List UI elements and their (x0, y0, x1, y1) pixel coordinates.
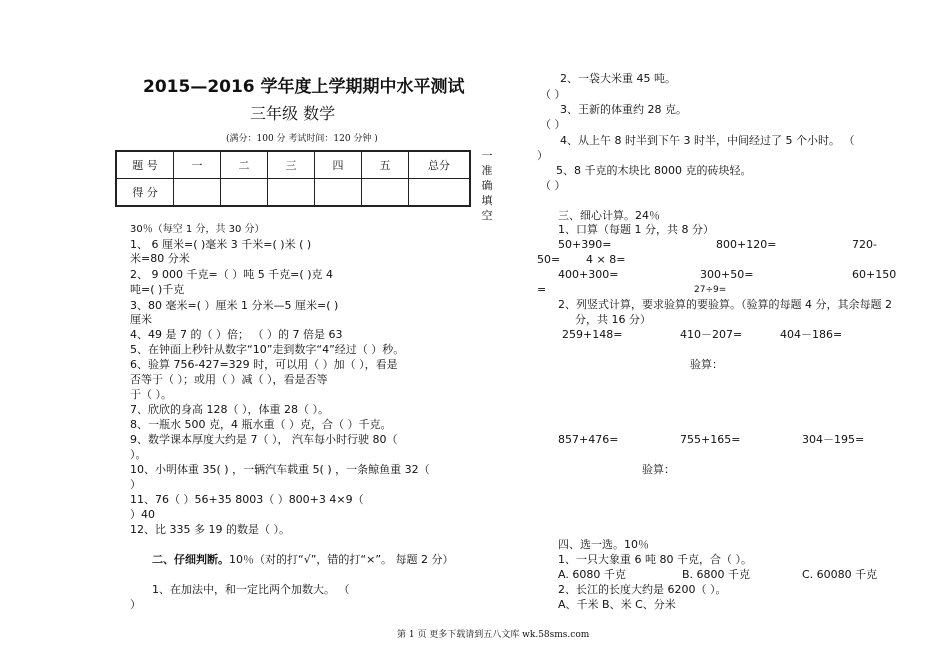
question-11-line-a: 11、76（ ）56+35 8003（ ）800+3 4×9（ (130, 493, 364, 506)
choice-1-option-b: B. 6800 千克 (682, 568, 751, 581)
question-1-line-a: 1、 6 厘米=( )毫米 3 千米=( )米 ( ) (130, 238, 312, 251)
exam-title: 2015—2016 学年度上学期期中水平测试 (143, 77, 465, 97)
section2-title: 二、仔细判断。 (152, 553, 229, 566)
score-cell (409, 179, 471, 207)
score-cell (362, 179, 409, 207)
question-4: 4、49 是 7 的（ ）倍； （ ）的 7 倍是 63 (130, 328, 343, 341)
page-footer: 第 1 页 更多下载请到五八文库 wk.58sms.com (397, 630, 590, 640)
score-header-cell: 五 (362, 151, 409, 179)
oral-calc-heading: 1、口算（每题 1 分，共 8 分） (558, 223, 714, 236)
score-row-label: 得 分 (116, 179, 174, 207)
vertical-calc-heading-a: 2、列竖式计算，要求验算的要验算。（验算的每题 4 分，其余每题 2 (558, 298, 892, 311)
score-header-cell: 四 (315, 151, 362, 179)
judge-question-1-line-b: ） (130, 598, 141, 611)
oral-calc-7-cont: = (537, 283, 547, 296)
vertical-calc-heading-b: 分，共 16 分） (575, 313, 651, 326)
oral-calc-3: 720- (852, 238, 877, 251)
oral-calc-4: 4 × 8= (586, 253, 626, 266)
score-header-cell: 二 (221, 151, 268, 179)
question-10-line-a: 10、小明体重 35( ) ，一辆汽车载重 5( ) ，一条鲸鱼重 32（ (130, 463, 430, 476)
oral-calc-7: 60+150 (852, 268, 897, 281)
oral-calc-8: 27÷9= (694, 285, 727, 295)
judge-question-2: 2、一袋大米重 45 吨。 (560, 72, 676, 85)
question-6-line-b: 否等于（ ）；或用（ ）减（ ），看是否等 (130, 373, 328, 386)
vertical-calc-4: 857+476= (558, 433, 619, 446)
question-3-line-b: 厘米 (130, 313, 152, 326)
oral-calc-3-cont: 50= (537, 253, 561, 266)
oral-calc-2: 800+120= (716, 238, 777, 251)
question-9-line-a: 9、数学课本厚度大约是 7（ ）， 汽车每小时行驶 80（ (130, 433, 398, 446)
section4-title: 四、选一选。10％ (558, 538, 649, 551)
question-11-line-b: ）40 (130, 508, 155, 521)
judge-question-1-line-a: 1、在加法中，和一定比两个加数大。 （ (152, 583, 350, 596)
judge-question-5-answer: （ ） (540, 179, 566, 192)
judge-question-4: 4、从上午 8 时半到下午 3 时半，中间经过了 5 个小时。 （ (560, 134, 855, 147)
judge-question-5: 5、8 千克的木块比 8000 克的砖块轻。 (556, 164, 752, 177)
vertical-calc-3: 404－186= (780, 328, 843, 341)
vertical-calc-1: 259+148= (562, 328, 623, 341)
question-6-line-a: 6、验算 756-427=329 时，可以用（ ）加（ ），看是 (130, 358, 398, 371)
choice-1-option-c: C. 60080 千克 (802, 568, 878, 581)
score-header-cell: 题 号 (116, 151, 174, 179)
choice-1-option-a: A. 6080 千克 (558, 568, 626, 581)
exam-subtitle: 三年级 数学 (250, 104, 336, 123)
question-6-line-c: 于（ ）。 (130, 388, 172, 401)
score-header-cell: 总分 (409, 151, 471, 179)
oral-calc-5: 400+300= (558, 268, 619, 281)
question-2-line-a: 2、 9 000 千克=（ ）吨 5 千克=( )克 4 (130, 268, 333, 281)
question-8: 8、一瓶水 500 克，4 瓶水重（ ）克，合（ ）千克。 (130, 418, 392, 431)
score-cell (315, 179, 362, 207)
score-header-cell: 三 (268, 151, 315, 179)
vertical-calc-2: 410－207= (680, 328, 743, 341)
score-table-score-row (116, 179, 470, 207)
score-cell (268, 179, 315, 207)
section1-points: 30％（每空 1 分，共 30 分） (130, 224, 265, 235)
score-table (115, 150, 471, 207)
section2-points: 10％（对的打“√”，错的打“×”。 每题 2 分） (229, 553, 454, 566)
section3-title: 三、细心计算。24％ (558, 209, 660, 222)
judge-question-4-answer: ） (537, 149, 548, 162)
check-label-2: 验算： (642, 463, 675, 476)
choice-2-options: A、千米 B、米 C、分米 (558, 598, 676, 611)
judge-question-2-answer: （ ） (540, 88, 566, 101)
section2-heading (152, 552, 454, 567)
judge-question-3: 3、王新的体重约 28 克。 (560, 103, 687, 116)
question-10-line-b: ） (130, 478, 141, 491)
check-label-1: 验算： (690, 358, 723, 371)
score-cell (221, 179, 268, 207)
exam-info: (满分：100 分 考试时间：120 分钟 ) (226, 134, 378, 144)
vertical-calc-6: 304－195= (802, 433, 865, 446)
score-cell (174, 179, 221, 207)
vertical-section-note: 一准确填空 (481, 149, 493, 222)
oral-calc-1: 50+390= (558, 238, 612, 251)
question-2-line-b: 吨=( )千克 (130, 283, 185, 296)
score-header-cell: 一 (174, 151, 221, 179)
question-7: 7、欣欣的身高 128（ ），体重 28（ ）。 (130, 403, 329, 416)
judge-question-3-answer: （ ） (540, 118, 566, 131)
score-table-header-row (116, 151, 470, 179)
vertical-calc-5: 755+165= (680, 433, 741, 446)
choice-question-2: 2、长江的长度大约是 6200（ ）。 (558, 583, 727, 596)
choice-question-1: 1、一只大象重 6 吨 80 千克，合（ ）。 (558, 553, 752, 566)
question-9-line-b: ）。 (130, 448, 147, 461)
question-3-line-a: 3、80 毫米=( ）厘米 1 分米—5 厘米=( ) (130, 299, 339, 312)
question-1-line-b: 米=80 分米 (130, 252, 190, 265)
question-5: 5、在钟面上秒针从数字“10”走到数字“4”经过（ ）秒。 (130, 343, 405, 356)
question-12: 12、比 335 多 19 的数是（ ）。 (130, 523, 290, 536)
oral-calc-6: 300+50= (700, 268, 754, 281)
